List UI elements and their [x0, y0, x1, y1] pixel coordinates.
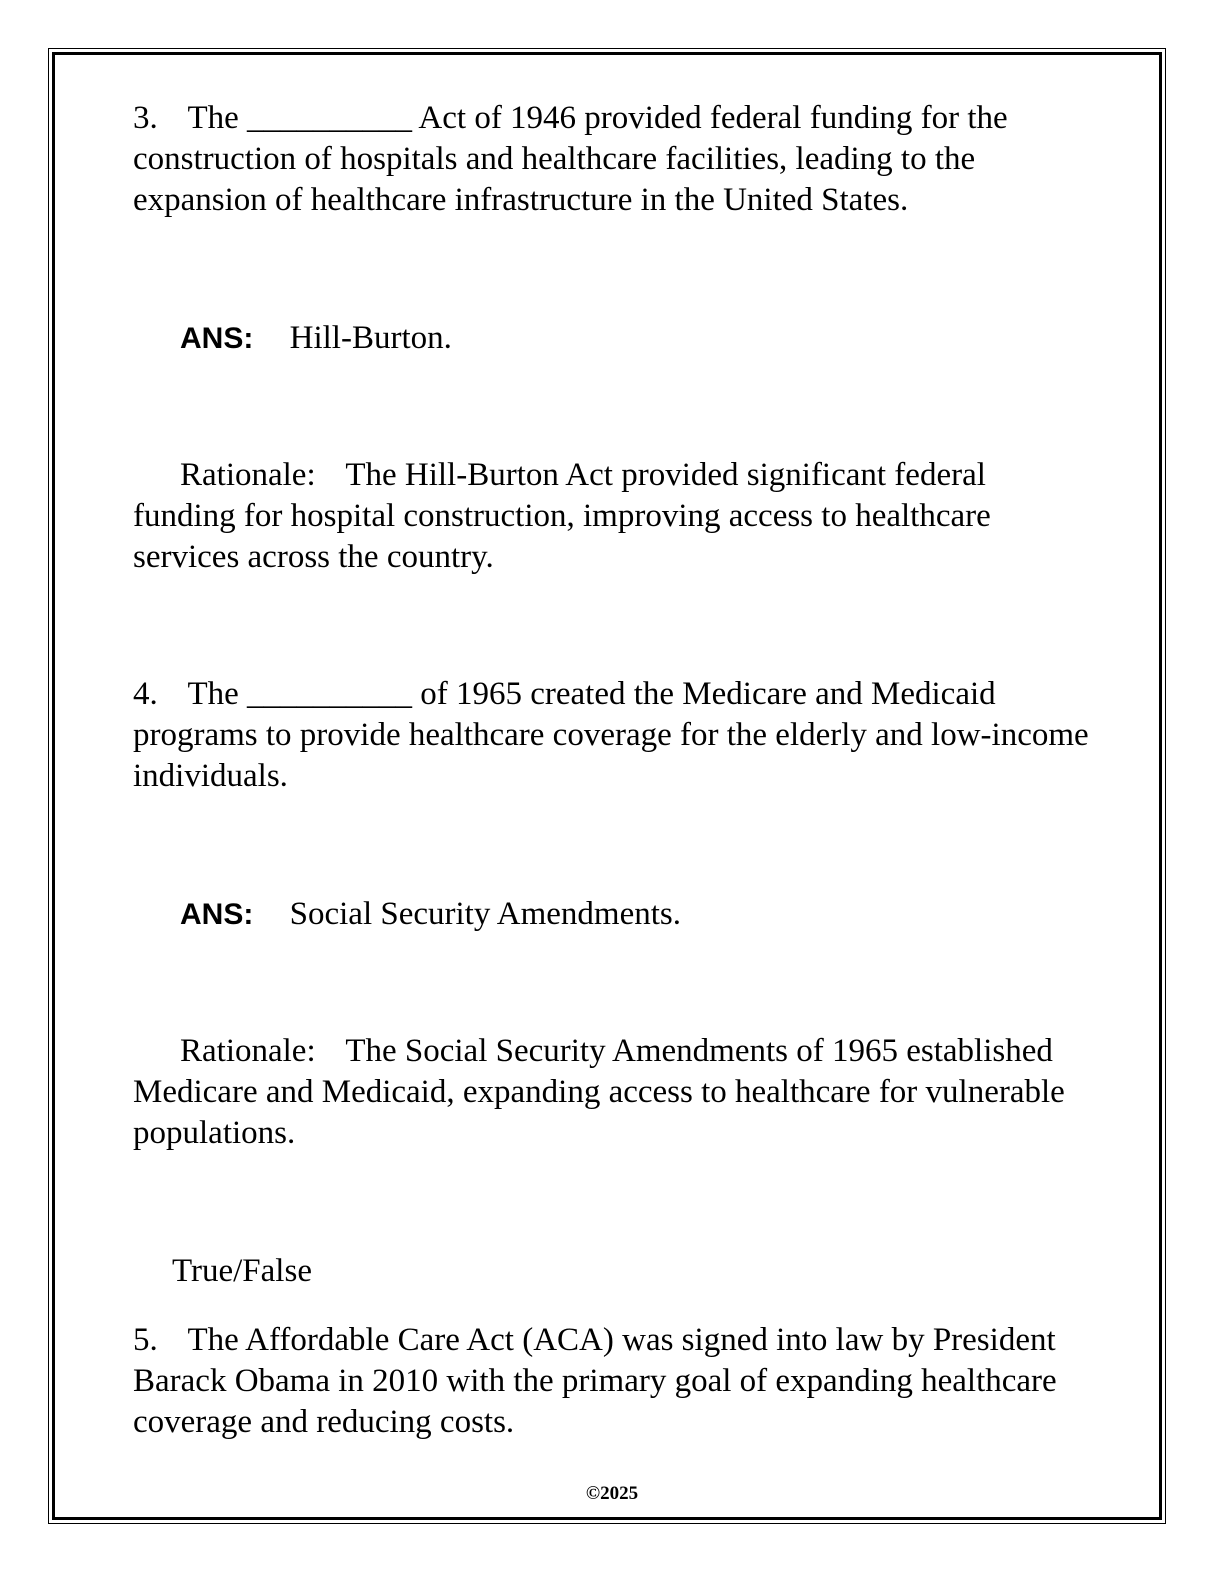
question-3-number: 3. [133, 100, 158, 136]
answer-3-label: ANS [180, 322, 244, 355]
section-heading: True/False [172, 1253, 312, 1289]
rationale-4-text: The Social Security Amendments of 1965 established Medicare and Medicaid, expanding access to healthcare for vulnerable populations. [133, 1033, 1065, 1151]
question-4 [133, 674, 1093, 797]
question-4-number: 4. [133, 676, 158, 712]
answer-4-label: ANS [180, 898, 244, 931]
rationale-3-label: Rationale: [180, 457, 316, 493]
rationale-4-label: Rationale: [180, 1033, 316, 1069]
question-3 [133, 98, 1093, 221]
question-5-number: 5. [133, 1322, 158, 1358]
answer-3: ANS: Hill-Burton. [180, 320, 452, 356]
answer-3-value: Hill-Burton. [289, 320, 452, 356]
question-4-text: The __________ of 1965 created the Medicare and Medicaid programs to provide healthcare coverage for the elderly and low-income individuals. [133, 676, 1089, 794]
copyright-footer: ©2025 [585, 1483, 639, 1504]
answer-4: ANS: Social Security Amendments. [180, 896, 681, 932]
rationale-4 [133, 1031, 1093, 1154]
rationale-3-text: The Hill-Burton Act provided significant federal funding for hospital construction, improving access to healthcare services across the country. [133, 457, 991, 575]
question-5 [133, 1320, 1093, 1443]
question-3-text: The __________ Act of 1946 provided federal funding for the construction of hospitals and healthcare facilities, leading to the expansion of healthcare infrastructure in the United States. [133, 100, 1008, 218]
answer-4-value: Social Security Amendments. [289, 896, 681, 932]
rationale-3 [133, 455, 1093, 578]
question-5-text: The Affordable Care Act (ACA) was signed into law by President Barack Obama in 2010 with the primary goal of expanding healthcare coverage and reducing costs. [133, 1322, 1057, 1440]
